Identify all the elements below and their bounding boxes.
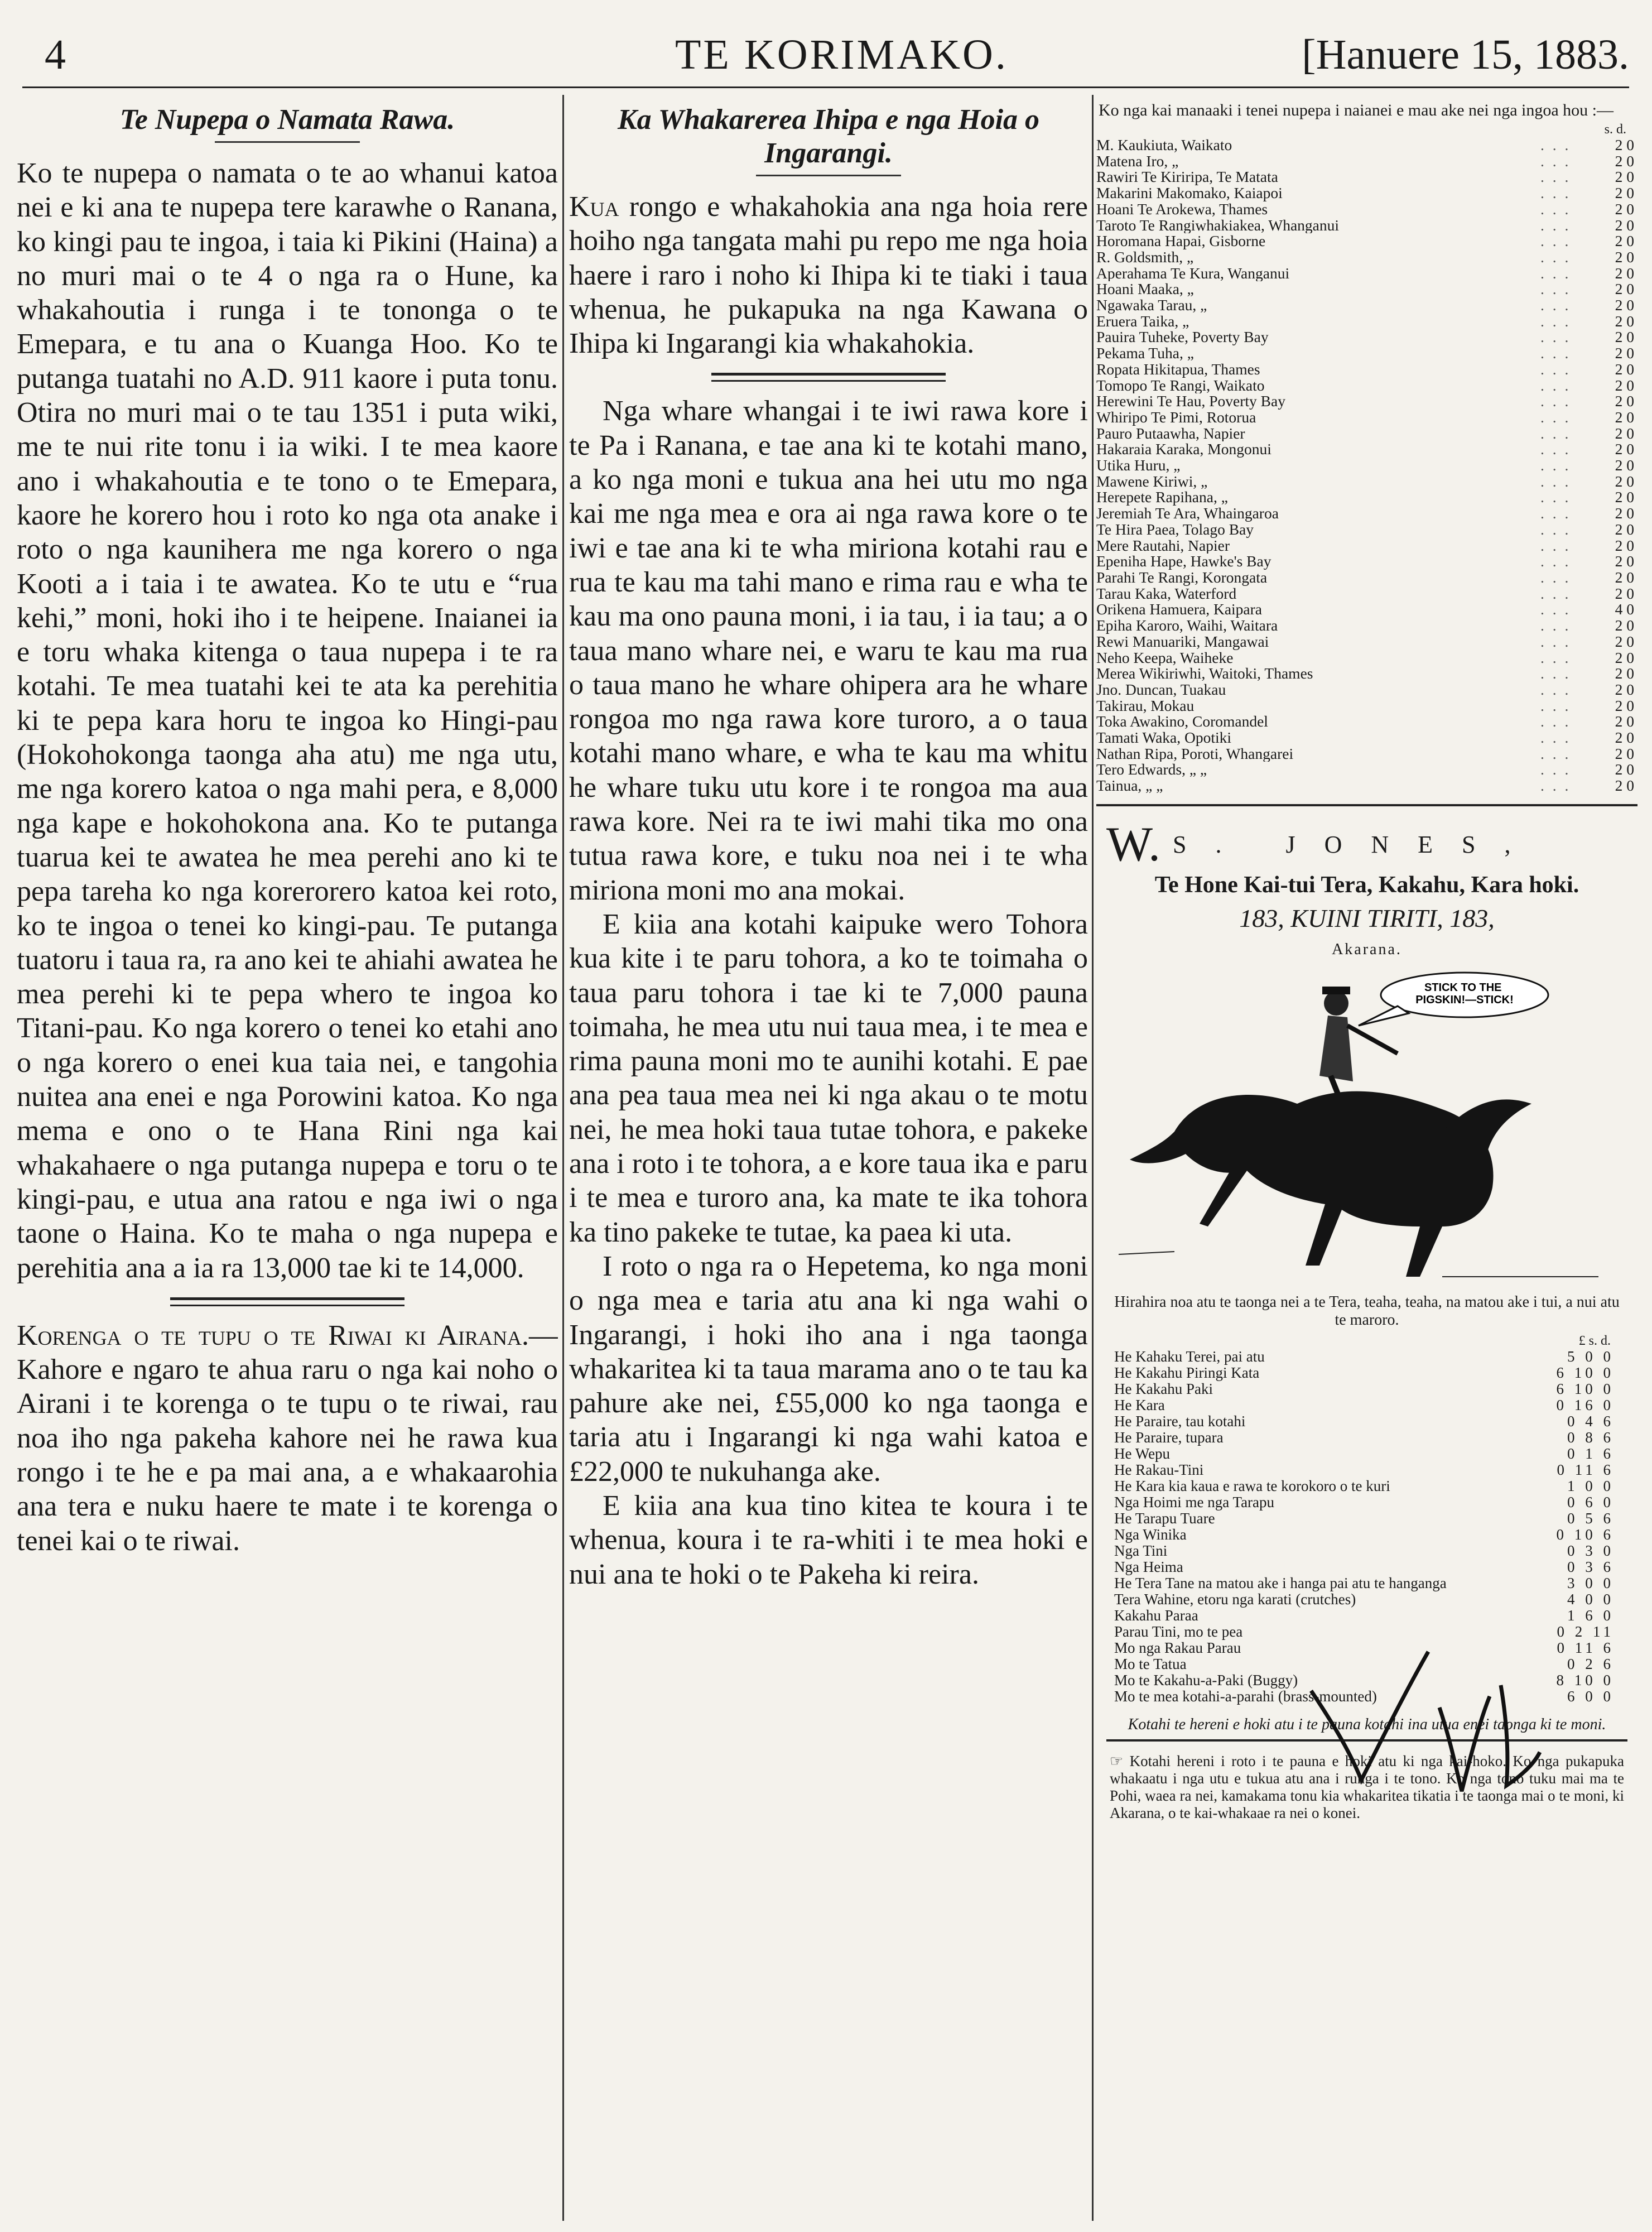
- subscriber-name: Orikena Hamuera, Kaipara: [1096, 602, 1262, 618]
- price-row: [1106, 1656, 1627, 1672]
- subscriber-amount: 2 0: [1615, 280, 1634, 298]
- leader-dots: . . .: [1540, 313, 1571, 330]
- subscriber-amount: 2 0: [1615, 344, 1634, 362]
- price-row: [1106, 1478, 1627, 1494]
- price-amount: 1 0 0: [1567, 1477, 1614, 1494]
- subscriber-amount: 2 0: [1615, 632, 1634, 650]
- subscriber-name: Ngawaka Tarau, „: [1096, 297, 1207, 314]
- article-heading: Ka Whakarerea Ihipa e nga Hoia o Ingarangi.: [617, 104, 1040, 169]
- price-item: Nga Hoimi me nga Tarapu: [1114, 1494, 1275, 1511]
- column-2: [569, 98, 1088, 2215]
- subscriber-row: [1096, 522, 1637, 538]
- price-item: Kakahu Paraa: [1114, 1607, 1198, 1624]
- leader-dots: . . .: [1540, 458, 1571, 474]
- leader-dots: . . .: [1540, 217, 1571, 234]
- leader-dots: . . .: [1540, 666, 1571, 682]
- subscriber-amount: 2 0: [1615, 296, 1634, 314]
- price-row: [1106, 1575, 1627, 1591]
- subscriber-amount: 2 0: [1615, 520, 1634, 538]
- subscriber-row: [1096, 489, 1637, 506]
- subscriber-amount: 2 0: [1615, 328, 1634, 346]
- leader-dots: . . .: [1540, 137, 1571, 153]
- leader-dots: . . .: [1540, 361, 1571, 378]
- subscriber-row: [1096, 634, 1637, 650]
- price-item: He Kakahu Paki: [1114, 1380, 1213, 1397]
- price-header: £ s. d.: [1578, 1333, 1611, 1348]
- price-item: He Rakau-Tini: [1114, 1461, 1204, 1478]
- brand-name: S. JONES,: [1172, 830, 1540, 858]
- price-row: [1106, 1511, 1627, 1527]
- price-amount: 0 11 6: [1557, 1639, 1614, 1656]
- price-row: [1106, 1527, 1627, 1543]
- price-amount: 0 2 11: [1557, 1623, 1614, 1640]
- price-row: [1106, 1397, 1627, 1413]
- subscriber-name: Parahi Te Rangi, Korongata: [1096, 569, 1268, 586]
- subscriber-name: M. Kaukiuta, Waikato: [1096, 137, 1232, 153]
- subscriber-row: [1096, 201, 1637, 218]
- subscriber-amount: 2 0: [1615, 456, 1634, 474]
- leader-dots: . . .: [1540, 473, 1571, 490]
- subscriber-name: Tero Edwards, „ „: [1096, 762, 1207, 778]
- price-item: He Tera Tane na matou ake i hanga pai atu te hanganga: [1114, 1575, 1447, 1591]
- ad-brand: [1106, 817, 1627, 872]
- subscriber-amount: 2 0: [1615, 248, 1634, 266]
- heading-rule: [756, 175, 901, 176]
- price-amount: 5 0 0: [1567, 1348, 1614, 1365]
- subscriber-name: Merea Wikiriwhi, Waitoki, Thames: [1096, 666, 1313, 682]
- subscriber-row: [1096, 730, 1637, 746]
- price-amount: 6 10 0: [1556, 1364, 1614, 1381]
- subscriber-name: Rewi Manuariki, Mangawai: [1096, 633, 1269, 650]
- subscriber-name: Makarini Makomako, Kaiapoi: [1096, 185, 1283, 201]
- leader-dots: . . .: [1540, 281, 1571, 298]
- section-divider: [1106, 1739, 1627, 1742]
- subscriber-amount: 2 0: [1615, 744, 1634, 762]
- subscriber-row: [1096, 586, 1637, 602]
- price-item: He Kara kia kaua e rawa te korokoro o te kuri: [1114, 1478, 1390, 1494]
- subscriber-amount: 2 0: [1615, 360, 1634, 378]
- price-amount: 0 5 6: [1567, 1509, 1614, 1527]
- price-amount: 0 10 6: [1556, 1526, 1614, 1543]
- price-row: [1106, 1640, 1627, 1656]
- price-item: Tera Wahine, etoru nga karati (crutches): [1114, 1591, 1356, 1608]
- leader-dots: . . .: [1540, 265, 1571, 282]
- subscriber-row: [1096, 618, 1637, 634]
- subscriber-amount: 2 0: [1615, 168, 1634, 186]
- price-row: [1106, 1559, 1627, 1575]
- price-row: [1106, 1349, 1627, 1365]
- subscriber-row: [1096, 554, 1637, 570]
- subscriber-name: Eruera Taika, „: [1096, 313, 1189, 330]
- leader-dots: . . .: [1540, 393, 1571, 410]
- subscriber-name: Tarau Kaka, Waterford: [1096, 585, 1237, 602]
- paragraph-text: rongo e whakahokia ana nga hoia rere hoiho nga tangata mahi pu repo me nga hoia haere i raro i noho ki Ihipa ki te tiaki i taua whenua, he pukapuka na nga Kawana o Ihipa ki Ingarangi kia whakahokia.: [569, 191, 1088, 360]
- price-item: Nga Tini: [1114, 1542, 1168, 1559]
- subscriber-row: [1096, 506, 1637, 522]
- price-item: Nga Heima: [1114, 1558, 1183, 1575]
- leader-dots: . . .: [1540, 329, 1571, 346]
- subscriber-name: Whiripo Te Pimi, Rotorua: [1096, 409, 1256, 426]
- subscriber-amount: 2 0: [1615, 488, 1634, 506]
- subscriber-row: [1096, 281, 1637, 297]
- price-row: [1106, 1446, 1627, 1462]
- leader-dots: . . .: [1540, 537, 1571, 554]
- subscriber-row: [1096, 153, 1637, 170]
- masthead-rule: [22, 86, 1629, 88]
- price-item: Mo nga Rakau Parau: [1114, 1639, 1241, 1656]
- subscriber-name: Horomana Hapai, Gisborne: [1096, 233, 1266, 249]
- subscriber-amount: 2 0: [1615, 312, 1634, 330]
- leader-dots: . . .: [1540, 681, 1571, 698]
- price-row: [1106, 1413, 1627, 1430]
- subscriber-row: [1096, 218, 1637, 234]
- subscriber-row: [1096, 393, 1637, 410]
- price-item: He Kahaku Terei, pai atu: [1114, 1348, 1265, 1365]
- leader-dots: . . .: [1540, 554, 1571, 570]
- subscriber-name: Herewini Te Hau, Poverty Bay: [1096, 393, 1285, 410]
- subscriber-amount: 4 0: [1615, 600, 1634, 618]
- section-divider: [170, 1297, 404, 1306]
- subscriber-amount: 2 0: [1615, 184, 1634, 202]
- subscriber-amount: 2 0: [1615, 536, 1634, 554]
- paragraph: I roto o nga ra o Hepetema, ko nga moni o nga mea e taria atu ana ki nga wahi o Ingarangi, i hoki iho ana i nga taonga whakaritea ki ta taua marama ano o te tau ka pahure ake nei, £55,000 ko nga taonga e taria atu i Ingarangi ki nga wahi katoa e £22,000 te nukuhanga ake.: [569, 1250, 1088, 1488]
- subscriber-name: Takirau, Mokau: [1096, 698, 1195, 714]
- price-list: [1106, 1349, 1627, 1705]
- leader-dots: . . .: [1540, 377, 1571, 394]
- price-item: Nga Winika: [1114, 1526, 1187, 1543]
- price-row: [1106, 1591, 1627, 1608]
- section-heading: Korenga o te tupu o te Riwai ki Airana.: [17, 1319, 529, 1351]
- subscriber-name: Utika Huru, „: [1096, 458, 1181, 474]
- ad-footer: Kotahi te hereni e hoki atu i te pauna kotahi ina utua enei taonga ki te moni.: [1128, 1715, 1606, 1733]
- subscriber-name: Taroto Te Rangiwhakiakea, Whanganui: [1096, 217, 1339, 234]
- ad-address: 183, KUINI TIRITI, 183,: [1239, 903, 1495, 932]
- leader-dots: . . .: [1540, 698, 1571, 714]
- subscriber-name: Aperahama Te Kura, Wanganui: [1096, 265, 1290, 282]
- price-amount: 3 0 0: [1567, 1574, 1614, 1591]
- subscriber-name: Pekama Tuha, „: [1096, 345, 1194, 362]
- leader-dots: . . .: [1540, 345, 1571, 362]
- masthead: [22, 31, 1629, 92]
- subscriber-name: Epeniha Hape, Hawke's Bay: [1096, 554, 1271, 570]
- subscriber-name: Herepete Rapihana, „: [1096, 489, 1228, 506]
- subscriber-row: [1096, 666, 1637, 682]
- subscriber-amount: 2 0: [1615, 713, 1634, 730]
- leader-dots: . . .: [1540, 153, 1571, 170]
- subscriber-amount: 2 0: [1615, 696, 1634, 714]
- subscriber-name: Jeremiah Te Ara, Whaingaroa: [1096, 506, 1279, 522]
- subscriber-row: [1096, 378, 1637, 394]
- subscriber-amount: 2 0: [1615, 472, 1634, 490]
- subscriber-row: [1096, 714, 1637, 730]
- subscriber-amount: 2 0: [1615, 680, 1634, 698]
- currency-header: s. d.: [1604, 122, 1626, 137]
- subscriber-row: [1096, 650, 1637, 666]
- leader-dots: . . .: [1540, 569, 1571, 586]
- price-amount: 0 11 6: [1557, 1461, 1614, 1478]
- page-number: 4: [45, 31, 66, 78]
- subscriber-name: Ropata Hikitapua, Thames: [1096, 361, 1260, 378]
- ad-caption: Hirahira noa atu te taonga nei a te Tera, teaha, teaha, na matou ake i tui, a nui atu te maroro.: [1114, 1293, 1620, 1329]
- subscriber-name: Tomopo Te Rangi, Waikato: [1096, 377, 1265, 394]
- subscriber-row: [1096, 297, 1637, 314]
- leader-dots: . . .: [1540, 762, 1571, 778]
- price-amount: 0 3 0: [1567, 1542, 1614, 1559]
- column-3: [1096, 98, 1637, 2215]
- leader-dots: . . .: [1540, 714, 1571, 730]
- subscriber-amount: 2 0: [1615, 264, 1634, 282]
- subscriber-row: [1096, 602, 1637, 618]
- article-body: [17, 1319, 558, 1558]
- subscriber-amount: 2 0: [1615, 504, 1634, 522]
- paragraph: Nga whare whangai i te iwi rawa kore i te Pa i Ranana, e tae ana ki te kotahi mano, a ko nga moni e tukua ana hei utu mo nga kai me nga mea e ora ai nga rawa kore o te iwi e tae ana ki te wha miriona kotahi rau e rua te kau ma tahi mano e rima rau e wha te kau ma ono pauna moni, i ia tau, i ia tau; a o taua mano whare nei, e waru te kau ma rua o taua mano he whare ohipera ara he whare rongoa mo nga rawa kore turoro, a o taua kotahi mano whare, e wha te kau ma whitu he whare tuku utu kore i te rongoa ma aua rawa kore. Nei ra te iwi mahi tika mo ona tutua rawa kore, e tuku noa nei i te wha miriona moni mo ana mokai.: [569, 395, 1088, 906]
- subscriber-name: Pauro Putaawha, Napier: [1096, 425, 1245, 442]
- subscriber-row: [1096, 778, 1637, 794]
- subscriber-name: Mawene Kiriwi, „: [1096, 473, 1208, 490]
- price-item: Parau Tini, mo te pea: [1114, 1623, 1243, 1640]
- price-amount: 0 4 6: [1567, 1412, 1614, 1430]
- subscriber-amount: 2 0: [1615, 376, 1634, 394]
- subscriber-name: Hoani Maaka, „: [1096, 281, 1194, 298]
- issue-date: [Hanuere 15, 1883.: [1302, 31, 1629, 78]
- lead-word: Kua: [569, 191, 619, 223]
- subscriber-name: Epiha Karoro, Waihi, Waitara: [1096, 618, 1278, 634]
- leader-dots: . . .: [1540, 489, 1571, 506]
- price-item: He Kakahu Piringi Kata: [1114, 1364, 1260, 1381]
- subscriber-name: Hoani Te Arokewa, Thames: [1096, 201, 1268, 218]
- subscriber-row: [1096, 426, 1637, 442]
- leader-dots: . . .: [1540, 297, 1571, 314]
- brand-initial: W.: [1106, 817, 1160, 872]
- price-row: [1106, 1462, 1627, 1478]
- price-item: He Kara: [1114, 1397, 1165, 1413]
- subscriber-row: [1096, 441, 1637, 458]
- subscriber-row: [1096, 538, 1637, 554]
- price-amount: 8 10 0: [1556, 1671, 1614, 1689]
- leader-dots: . . .: [1540, 169, 1571, 186]
- leader-dots: . . .: [1540, 409, 1571, 426]
- subscriber-name: Matena Iro, „: [1096, 153, 1179, 170]
- subscriber-name: Toka Awakino, Coromandel: [1096, 714, 1268, 730]
- subscriber-row: [1096, 762, 1637, 778]
- subscriber-row: [1096, 345, 1637, 362]
- paragraph: E kiia ana kua tino kitea te koura i te whenua, koura i te ra-whiti i te mea hoki e nui ana te hoki o te Pakeha ki reira.: [569, 1489, 1088, 1590]
- column-divider: [562, 95, 564, 2221]
- price-amount: 6 10 0: [1556, 1380, 1614, 1397]
- price-row: [1106, 1430, 1627, 1446]
- horse-rider-illustration: [1107, 964, 1626, 1288]
- subscriber-amount: 2 0: [1615, 152, 1634, 170]
- subscriber-row: [1096, 169, 1637, 185]
- price-amount: 1 6 0: [1567, 1606, 1614, 1624]
- subscriber-row: [1096, 137, 1637, 153]
- price-amount: 4 0 0: [1567, 1590, 1614, 1608]
- leader-dots: . . .: [1540, 441, 1571, 458]
- price-row: [1106, 1543, 1627, 1559]
- subscriber-amount: 2 0: [1615, 216, 1634, 234]
- subscriber-row: [1096, 746, 1637, 762]
- price-item: Mo te mea kotahi-a-parahi (brass-mounted): [1114, 1688, 1377, 1705]
- subscriber-row: [1096, 185, 1637, 201]
- subscriber-amount: 2 0: [1615, 729, 1634, 747]
- section-divider: [711, 373, 946, 382]
- article-body: [569, 190, 1088, 360]
- subscriber-amount: 2 0: [1615, 136, 1634, 153]
- subscriber-row: [1096, 362, 1637, 378]
- subscriber-name: Tamati Waka, Opotiki: [1096, 730, 1232, 746]
- advertisement: [1096, 814, 1637, 1827]
- subscriber-amount: 2 0: [1615, 424, 1634, 442]
- subscriber-amount: 2 0: [1615, 440, 1634, 458]
- leader-dots: . . .: [1540, 745, 1571, 762]
- subscriber-name: Hakaraia Karaka, Mongonui: [1096, 441, 1271, 458]
- subscriber-amount: 2 0: [1615, 617, 1634, 634]
- leader-dots: . . .: [1540, 249, 1571, 266]
- heading-rule: [215, 141, 360, 143]
- price-item: Mo te Kakahu-a-Paki (Buggy): [1114, 1672, 1298, 1689]
- leader-dots: . . .: [1540, 730, 1571, 746]
- paragraph: E kiia ana kotahi kaipuke wero Tohora kua kite i te paru tohora, a ko te toimaha o taua paru tohora i tae ki te 7,000 pauna toimaha, he mea utu nui taua mea, i te mea e rima pauna moni mo te aunihi kotahi. E pae ana pea taua mea nei ki nga akau o te motu nei, he mea hoki taua tutae tohora, e pakeke ana i roto i te tohora, a e kore taua ika e paru i te mea e turoro ana, ka mate te ika tohora ka tino pakeke te tutae, ka paea ki uta.: [569, 908, 1088, 1248]
- subscriber-name: Tainua, „ „: [1096, 778, 1163, 794]
- section-divider: [1096, 804, 1637, 806]
- subscriber-amount: 2 0: [1615, 568, 1634, 586]
- price-row: [1106, 1494, 1627, 1511]
- price-amount: 0 6 0: [1567, 1493, 1614, 1511]
- article-heading: Te Nupepa o Namata Rawa.: [119, 104, 455, 136]
- subscriber-amount: 2 0: [1615, 200, 1634, 218]
- subscriber-name: Rawiri Te Kiriripa, Te Matata: [1096, 169, 1278, 186]
- subscriber-name: R. Goldsmith, „: [1096, 249, 1194, 266]
- subscriber-row: [1096, 314, 1637, 330]
- subscriber-row: [1096, 233, 1637, 249]
- subscriber-amount: 2 0: [1615, 648, 1634, 666]
- ad-city: Akarana.: [1332, 940, 1402, 958]
- price-amount: 0 1 6: [1567, 1445, 1614, 1462]
- ad-note: ☞ Kotahi hereni i roto i te pauna e hoki atu ki nga kai-hoko. Ko nga pukapuka whakaatu i nga utu e tukua atu ana i runga i te tono. Ko nga tono tuku mai ma te Pohi, waea ra nei, kamakama tonu kia whakaritea tikatia i te taonga mai o te moni, ki Akarana, o te kai-whakaae ra nei o konei.: [1110, 1752, 1624, 1821]
- price-item: He Paraire, tupara: [1114, 1429, 1224, 1446]
- price-amount: 6 0 0: [1567, 1687, 1614, 1705]
- leader-dots: . . .: [1540, 425, 1571, 442]
- leader-dots: . . .: [1540, 185, 1571, 201]
- subscriber-name: Mere Rautahi, Napier: [1096, 537, 1230, 554]
- leader-dots: . . .: [1540, 650, 1571, 666]
- column-divider: [1092, 95, 1094, 2221]
- subscriber-row: [1096, 698, 1637, 714]
- price-item: He Wepu: [1114, 1445, 1171, 1462]
- subscriber-row: [1096, 458, 1637, 474]
- subscriber-amount: 2 0: [1615, 552, 1634, 570]
- leader-dots: . . .: [1540, 633, 1571, 650]
- subscribers-intro: Ko nga kai manaaki i tenei nupepa i naianei e mau ake nei nga ingoa hou :—: [1099, 101, 1614, 119]
- price-row: [1106, 1365, 1627, 1381]
- leader-dots: . . .: [1540, 778, 1571, 794]
- leader-dots: . . .: [1540, 602, 1571, 618]
- subscriber-row: [1096, 249, 1637, 266]
- price-row: [1106, 1381, 1627, 1397]
- price-row: [1106, 1624, 1627, 1640]
- column-1: [17, 98, 558, 2215]
- price-row: [1106, 1672, 1627, 1689]
- subscriber-row: [1096, 410, 1637, 426]
- ad-tagline: Te Hone Kai-tui Tera, Kakahu, Kara hoki.: [1154, 872, 1579, 898]
- subscriber-amount: 2 0: [1615, 392, 1634, 410]
- subscriber-row: [1096, 266, 1637, 282]
- subscriber-amount: 2 0: [1615, 232, 1634, 250]
- price-amount: 0 2 6: [1567, 1655, 1614, 1672]
- subscriber-name: Neho Keepa, Waiheke: [1096, 650, 1234, 666]
- price-row: [1106, 1689, 1627, 1705]
- leader-dots: . . .: [1540, 201, 1571, 218]
- subscriber-row: [1096, 329, 1637, 345]
- price-amount: 0 16 0: [1556, 1396, 1614, 1413]
- leader-dots: . . .: [1540, 585, 1571, 602]
- price-amount: 0 8 6: [1567, 1428, 1614, 1446]
- leader-dots: . . .: [1540, 506, 1571, 522]
- leader-dots: . . .: [1540, 521, 1571, 538]
- subscriber-row: [1096, 474, 1637, 490]
- speech-bubble-text: STICK TO THE PIGSKIN!—STICK!: [1415, 981, 1514, 1006]
- subscriber-list: [1096, 137, 1637, 794]
- subscriber-row: [1096, 682, 1637, 698]
- price-item: He Paraire, tau kotahi: [1114, 1413, 1246, 1430]
- subscriber-name: Jno. Duncan, Tuakau: [1096, 681, 1226, 698]
- subscriber-amount: 2 0: [1615, 584, 1634, 602]
- subscriber-amount: 2 0: [1615, 408, 1634, 426]
- price-row: [1106, 1608, 1627, 1624]
- subscriber-name: Nathan Ripa, Poroti, Whangarei: [1096, 745, 1294, 762]
- article-body: Ko te nupepa o namata o te ao whanui katoa nei e ki ana te nupepa tere karawhe o Ranana, ko kingi pau te ingoa, i taia ki Pikini (Haina) a no muri mai o te 4 o nga ra o Hune, ka whakahoutia i runga i te tononga o te Emepara, e tu ana o Kuanga Hoo. Ko te putanga tuatahi no A.D. 911 kaore i puta tonu. Otira no muri mai o te tau 1351 i puta wiki, me te nui rite tonu i ia wiki. I te mea kaore ano i whakahoutia e te tono o te Emepara, kaore he korero hou i roto ko nga ota anake i roto o nga kaunihera me nga korero o nga Kooti a i taia i te awatea. Ko te utu e “rua kehi,” moni, hoki iho i te heipene. Inaianei ia e toru whaka kitenga o taua nupepa i te ra kotahi. Te mea tuatahi kei te ata ka perehitia ki te pepa kara horu te ingoa ko Hingi-pau (Hokohokonga taonga aha atu) me nga utu, me nga korero katoa o nga mahi pera, e 8,000 nga kape e hokohokona ana. Ko te putanga tuarua kei te awatea he mea perehi ano ki te pepa tareha ko nga korerorero katoa kei roto, ko te ingoa o tenei ko kingi-pau. Te putanga tuatoru i taua ra, ra ano kei te ahiahi awatea he mea perehi ki te pepa whero te ingoa ko Titani-pau. Ko nga korero o tenei ko etahi ano o nga korero o enei kua taia nei, e tangohia nuitea ana enei e nga Porowini katoa. Ko nga mema e ono o te Hana Rini nga kai whakahaere o nga putanga nupepa e toru o te kingi-pau, e utua ana ratou e nga iwi o nga taone o Haina. Ko te maha o nga nupepa e perehitia ana a ia ra 13,000 tae ki te 14,000.: [17, 157, 558, 1284]
- newspaper-title: TE KORIMAKO.: [675, 31, 1008, 78]
- leader-dots: . . .: [1540, 233, 1571, 249]
- section-text: —Kahore e ngaro te ahua raru o nga kai noho o Airani i te korenga o te tupu o te riwai, rau noa iho nga pakeha kahore nei he rawa kua rongo i te he e pa mai ana, a e whakaarohia ana tera e nuku haere te mate i te korenga o tenei kai o te riwai.: [17, 1319, 558, 1557]
- subscriber-amount: 2 0: [1615, 777, 1634, 795]
- price-item: Mo te Tatua: [1114, 1656, 1187, 1672]
- price-item: He Tarapu Tuare: [1114, 1510, 1215, 1527]
- subscriber-name: Te Hira Paea, Tolago Bay: [1096, 521, 1254, 538]
- subscriber-amount: 2 0: [1615, 665, 1634, 682]
- price-amount: 0 3 6: [1567, 1558, 1614, 1575]
- subscriber-row: [1096, 570, 1637, 586]
- subscriber-name: Pauira Tuheke, Poverty Bay: [1096, 329, 1269, 346]
- subscriber-amount: 2 0: [1615, 761, 1634, 778]
- leader-dots: . . .: [1540, 618, 1571, 634]
